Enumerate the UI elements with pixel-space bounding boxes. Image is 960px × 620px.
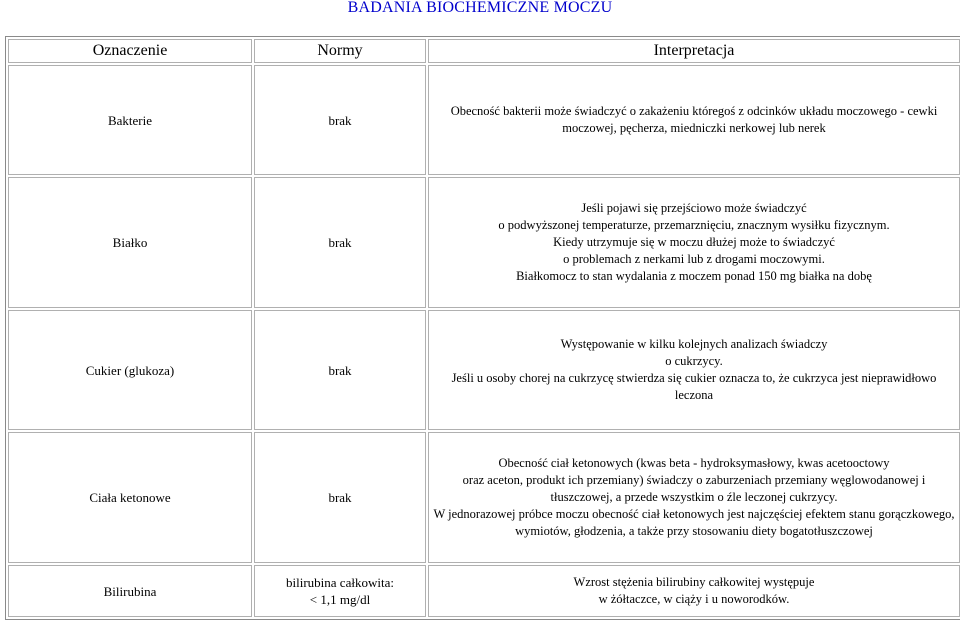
table-row-cukier [8,310,960,430]
cell-interpretation: Występowanie w kilku kolejnych analizach świadczy o cukrzycy. Jeśli u osoby chorej na cukrzycę stwierdza się cukier oznacza to, że cukrzyca jest nieprawidłowo leczona [428,310,960,430]
cell-interpretation: Wzrost stężenia bilirubiny całkowitej występuje w żółtaczce, w ciąży i u noworodków. [428,565,960,617]
header-normy: Normy [254,39,426,63]
table-row-bialko [8,177,960,308]
header-oznaczenie: Oznaczenie [8,39,252,63]
cell-name: Ciała ketonowe [8,432,252,563]
cell-name: Cukier (glukoza) [8,310,252,430]
cell-name: Bakterie [8,65,252,175]
cell-norm: brak [254,65,426,175]
cell-interpretation: Jeśli pojawi się przejściowo może świadczyć o podwyższonej temperaturze, przemarznięciu, znacznym wysiłku fizycznym. Kiedy utrzymuje się w moczu dłużej może to świadczyć o problemach z nerkami lub z drogami moczowymi. Białkomocz to stan wydalania z moczem ponad 150 mg białka na dobę [428,177,960,308]
table-row-bakterie [8,65,960,175]
table-row-ciala-ketonowe [8,432,960,563]
cell-norm: bilirubina całkowita: < 1,1 mg/dl [254,565,426,617]
cell-name: Bilirubina [8,565,252,617]
cell-norm: brak [254,177,426,308]
cell-norm: brak [254,310,426,430]
cell-interpretation: Obecność ciał ketonowych (kwas beta - hydroksymasłowy, kwas acetooctowy oraz aceton, produkt ich przemiany) świadczy o zaburzeniach przemiany węglowodanowej i tłuszczowej, a przede wszystkim o źle leczonej cukrzycy. W jednorazowej próbce moczu obecność ciał ketonowych jest najczęściej efektem stanu gorączkowego, wymiotów, głodzenia, a także przy stosowaniu diety bogatotłuszczowej [428,432,960,563]
table-row-bilirubina [8,565,960,617]
table-header-row [8,39,960,63]
biochemistry-table [5,36,960,620]
header-interpretacja: Interpretacja [428,39,960,63]
cell-interpretation: Obecność bakterii może świadczyć o zakażeniu któregoś z odcinków układu moczowego - cewki moczowej, pęcherza, miedniczki nerkowej lub nerek [428,65,960,175]
page-title: BADANIA BIOCHEMICZNE MOCZU [347,0,613,16]
cell-norm: brak [254,432,426,563]
cell-name: Białko [8,177,252,308]
